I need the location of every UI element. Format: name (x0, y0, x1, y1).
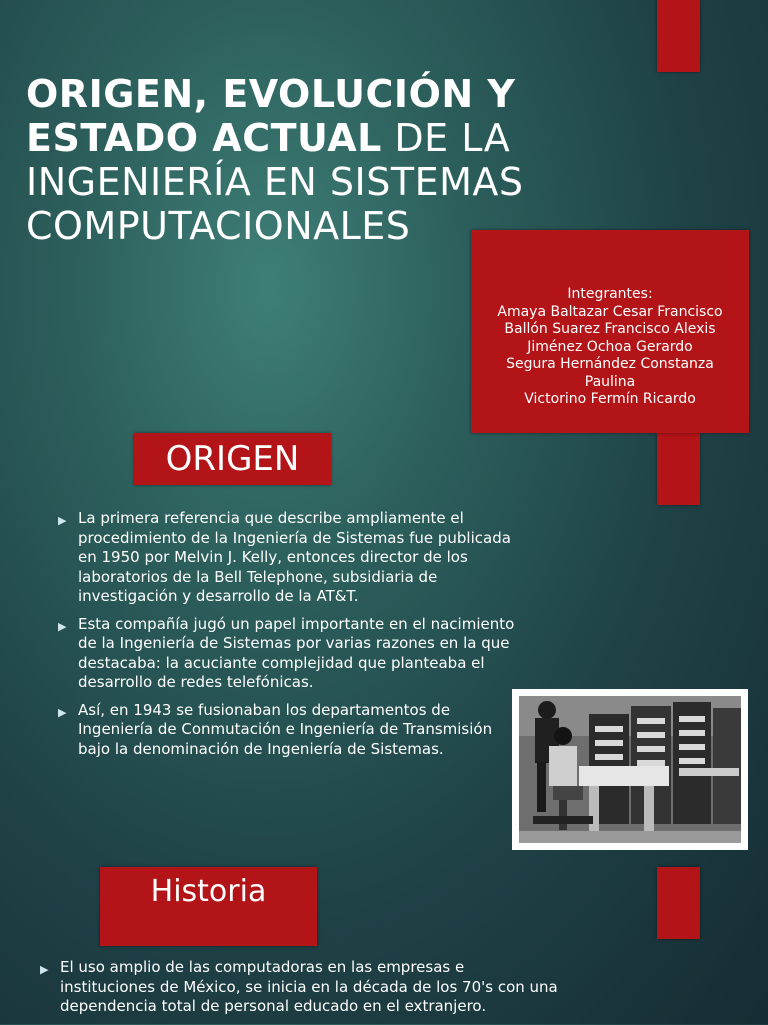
list-item (56, 615, 526, 693)
title-bold-part: ORIGEN, EVOLUCIÓN Y ESTADO ACTUAL (26, 72, 516, 160)
bullet-arrow-icon: ▶ (58, 514, 67, 527)
member-name: Paulina (584, 373, 636, 390)
bullet-text: Esta compañía jugó un papel importante en el nacimiento de la Ingeniería de Sistemas por varias razones en la que destacaba: la acuciante complejidad que planteaba el desarrollo de redes telefónicas. (78, 614, 515, 691)
origen-slide (0, 430, 768, 860)
historia-bullet-list (38, 958, 558, 1025)
section-title-historia: Historia (100, 867, 317, 946)
origen-bullet-list (56, 509, 526, 767)
historic-computer-photo (512, 689, 748, 850)
member-name: Jiménez Ochoa Gerardo (527, 338, 693, 355)
members-box (471, 230, 749, 433)
bullet-text: El uso amplio de las computadoras en las empresas e instituciones de México, se inicia en la década de los 70's con una dependencia total de personal educado en el extranjero. (60, 958, 558, 1015)
section-title-origen: ORIGEN (134, 433, 331, 485)
member-name: Victorino Fermín Ricardo (524, 391, 696, 407)
bullet-arrow-icon: ▶ (58, 619, 67, 633)
title-rest-part-2: INGENIERÍA EN SISTEMAS COMPUTACIONALES (26, 160, 524, 248)
member-name: Amaya Baltazar Cesar Francisco (497, 303, 723, 320)
computer-room-photo-icon (519, 696, 741, 843)
bullet-arrow-icon: ▶ (40, 963, 49, 976)
member-name: Segura Hernández Constanza (506, 356, 714, 372)
bullet-text: La primera referencia que describe ampliamente el procedimiento de la Ingeniería de Sistemas fue publicada en 1950 por Melvin J. Kelly, entonces director de los laboratorios de la Bell Telephone, subsidiaria de investigación y desarrollo de la AT&T. (78, 509, 511, 605)
list-item (56, 509, 526, 607)
list-item (38, 958, 558, 1017)
members-label: Integrantes: (567, 286, 653, 302)
bullet-text: Así, en 1943 se fusionaban los departamentos de Ingeniería de Conmutación e Ingeniería de Transmisión bajo la denominación de Ingeniería de Sistemas. (78, 700, 493, 758)
historia-slide (0, 860, 768, 1024)
decorative-red-bar (657, 0, 700, 72)
bullet-arrow-icon: ▶ (58, 705, 67, 719)
page-title (26, 72, 626, 248)
member-name: Ballón Suarez Francisco Alexis (504, 321, 716, 337)
title-rest-part-1: DE LA (381, 116, 511, 160)
decorative-red-bar (657, 867, 700, 939)
list-item (56, 701, 526, 760)
